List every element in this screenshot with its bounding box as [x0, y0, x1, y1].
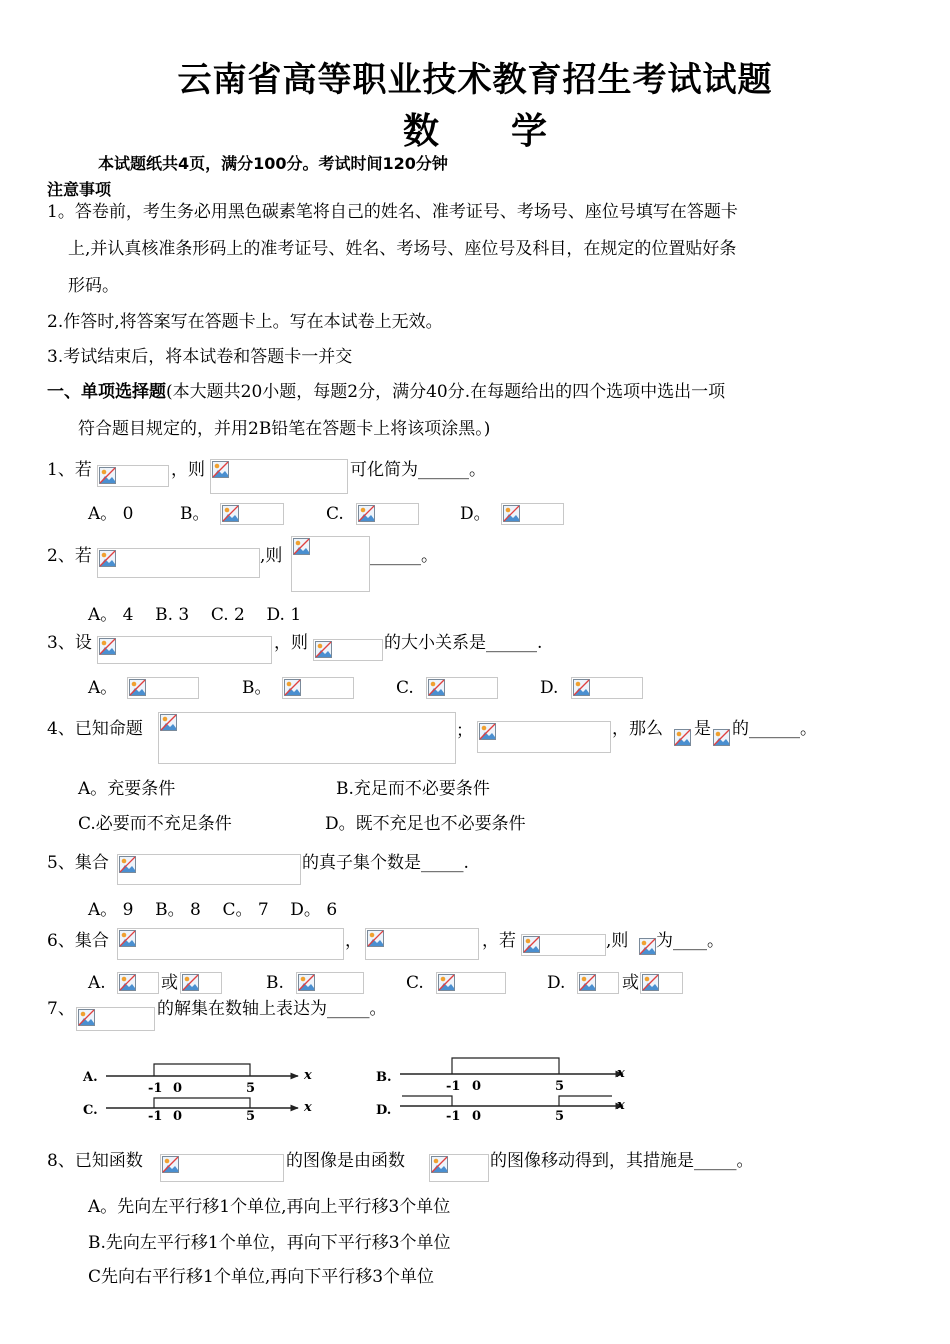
svg-text:-1: -1 [148, 1109, 163, 1122]
q5-options: A。 9 B。 8 C。 7 D。 6 [88, 900, 338, 920]
svg-text:-1: -1 [148, 1081, 163, 1096]
q6-option-a: A. [88, 973, 106, 993]
svg-text:-1: -1 [446, 1079, 461, 1094]
q3-prefix: 3、设 [47, 633, 92, 653]
q1-mid: ，则 [171, 460, 205, 480]
svg-text:x: x [617, 1098, 625, 1113]
svg-text:x: x [304, 1100, 312, 1115]
formula-image [356, 503, 419, 525]
formula-image [571, 677, 643, 699]
q6-ze: ,则 [606, 931, 629, 951]
broken-image-icon [428, 679, 445, 696]
number-line-b [376, 1058, 625, 1094]
formula-image [76, 1007, 155, 1031]
q3-option-b: B。 [242, 678, 272, 698]
broken-image-icon [431, 1156, 448, 1173]
q6-or-2: 或 [622, 973, 639, 993]
broken-image-icon [713, 729, 730, 746]
broken-image-icon [160, 714, 177, 731]
q6-option-b: B. [266, 973, 284, 993]
formula-image [180, 972, 222, 994]
q2-tail: ______。 [370, 546, 438, 566]
formula-image [365, 928, 479, 960]
q8-mid: 的图像是由函数 [286, 1151, 405, 1171]
broken-image-icon [129, 679, 146, 696]
q6-tail: 为____。 [656, 931, 724, 951]
broken-image-icon [438, 974, 455, 991]
q1-option-a: A。 0 [88, 504, 134, 524]
notice-item-1-line-2: 上,并认真核准条形码上的准考证号、姓名、考场号、座位号及科目，在规定的位置贴好条 [68, 239, 737, 259]
formula-image [210, 459, 348, 494]
formula-image [429, 1154, 489, 1182]
notice-item-3: 3.考试结束后，将本试卷和答题卡一并交 [47, 347, 353, 367]
formula-image [117, 972, 159, 994]
formula-image [220, 503, 284, 525]
number-line-figures [80, 1052, 640, 1122]
q8-option-a: A。先向左平行移1个单位,再向上平行移3个单位 [88, 1197, 451, 1217]
number-line-d [376, 1096, 625, 1122]
svg-text:5: 5 [246, 1109, 256, 1122]
formula-image [313, 639, 383, 661]
q6-option-c: C. [406, 973, 424, 993]
q5-tail: 的真子集个数是_____. [302, 853, 469, 873]
formula-image [97, 465, 169, 487]
formula-image [577, 972, 619, 994]
section-1-header [47, 381, 725, 403]
number-line-label-c: C. [83, 1103, 98, 1118]
q3-option-c: C. [396, 678, 414, 698]
q4-mid: ，那么 [612, 719, 663, 739]
broken-image-icon [78, 1009, 95, 1026]
q6-comma: ， [345, 931, 362, 951]
q3-option-d: D. [540, 678, 559, 698]
q4-prefix: 4、已知命题 [47, 719, 143, 739]
formula-image [426, 677, 498, 699]
section-1-desc: (本大题共20小题，每题2分，满分40分.在每题给出的四个选项中选出一项 [166, 382, 726, 402]
broken-image-icon [479, 723, 496, 740]
formula-image [97, 548, 260, 578]
exam-title: 云南省高等职业技术教育招生考试试题 [177, 60, 773, 100]
svg-text:x: x [304, 1068, 312, 1083]
q8-tail: 的图像移动得到，其措施是_____。 [490, 1151, 754, 1171]
formula-image [97, 636, 272, 664]
q8-option-c: C先向右平行移1个单位,再向下平行移3个单位 [88, 1267, 435, 1287]
q4-shi: 是 [694, 719, 711, 739]
q1-option-d: D。 [460, 504, 491, 524]
q6-prefix: 6、集合 [47, 931, 109, 951]
broken-image-icon [293, 538, 310, 555]
broken-image-icon [573, 679, 590, 696]
broken-image-icon [315, 641, 332, 658]
broken-image-icon [674, 729, 691, 746]
q4-tail: 的______。 [732, 719, 817, 739]
q8-prefix: 8、已知函数 [47, 1151, 143, 1171]
svg-text:5: 5 [555, 1079, 565, 1094]
q4-option-c: C.必要而不充足条件 [78, 814, 232, 834]
q3-tail: 的大小关系是______. [384, 633, 543, 653]
q6-ruo: ，若 [482, 931, 516, 951]
q1-option-b: B。 [180, 504, 210, 524]
q3-mid: ，则 [274, 633, 308, 653]
broken-image-icon [358, 505, 375, 522]
broken-image-icon [182, 974, 199, 991]
svg-text:0: 0 [472, 1079, 482, 1094]
svg-text:0: 0 [173, 1081, 183, 1096]
q1-option-c: C. [326, 504, 344, 524]
broken-image-icon [284, 679, 301, 696]
formula-image [638, 937, 656, 955]
q8-option-b: B.先向左平行移1个单位，再向下平行移3个单位 [88, 1233, 451, 1253]
broken-image-icon [298, 974, 315, 991]
formula-image [160, 1154, 284, 1182]
q4-semicolon: ； [456, 721, 473, 741]
q4-option-d: D。既不充足也不必要条件 [325, 814, 526, 834]
broken-image-icon [639, 938, 656, 955]
svg-text:0: 0 [472, 1109, 482, 1122]
q2-mid: ,则 [260, 546, 283, 566]
svg-text:0: 0 [173, 1109, 183, 1122]
formula-image [117, 928, 344, 960]
number-line-a [82, 1064, 312, 1096]
formula-image [117, 854, 301, 885]
broken-image-icon [99, 638, 116, 655]
subject-title: 数 学 [402, 111, 547, 152]
q7-prefix: 7、 [47, 999, 75, 1019]
number-line-c [83, 1098, 312, 1122]
broken-image-icon [99, 550, 116, 567]
formula-image [158, 712, 456, 764]
svg-text:5: 5 [246, 1081, 256, 1096]
svg-text:-1: -1 [446, 1109, 461, 1122]
broken-image-icon [212, 461, 229, 478]
notice-item-2: 2.作答时,将答案写在答题卡上。写在本试卷上无效。 [47, 312, 443, 332]
broken-image-icon [523, 936, 540, 953]
number-line-label-b: B. [376, 1070, 392, 1085]
q2-options: A。 4 B. 3 C. 2 D. 1 [88, 605, 302, 625]
svg-text:x: x [617, 1066, 625, 1081]
broken-image-icon [367, 930, 384, 947]
q7-tail: 的解集在数轴上表达为_____。 [157, 999, 387, 1019]
q5-prefix: 5、集合 [47, 853, 109, 873]
q2-prefix: 2、若 [47, 546, 92, 566]
q3-option-a: A。 [88, 678, 118, 698]
section-1-desc-line-2: 符合题目规定的，并用2B铅笔在答题卡上将该项涂黑。) [78, 419, 491, 439]
formula-image [296, 972, 364, 994]
broken-image-icon [579, 974, 596, 991]
notice-heading: 注意事项 [47, 180, 112, 199]
section-1-heading: 一、单项选择题 [47, 382, 166, 402]
number-line-label-a: A. [83, 1070, 98, 1085]
broken-image-icon [222, 505, 239, 522]
q4-option-b: B.充足而不必要条件 [336, 779, 490, 799]
broken-image-icon [99, 467, 116, 484]
q4-option-a: A。充要条件 [78, 779, 176, 799]
notice-item-1-line-3: 形码。 [68, 276, 119, 296]
q6-or-1: 或 [161, 973, 178, 993]
broken-image-icon [503, 505, 520, 522]
formula-image [477, 721, 611, 753]
formula-image [291, 536, 370, 592]
exam-info: 本试题纸共4页，满分100分。考试时间120分钟 [98, 154, 448, 173]
q6-option-d: D. [547, 973, 566, 993]
q1-tail: 可化简为______。 [350, 460, 486, 480]
formula-image [501, 503, 564, 525]
formula-image [436, 972, 506, 994]
formula-image [521, 934, 606, 956]
broken-image-icon [162, 1156, 179, 1173]
formula-image [640, 972, 683, 994]
number-line-label-d: D. [376, 1103, 392, 1118]
formula-image [282, 677, 354, 699]
notice-item-1-line-1: 1。答卷前，考生务必用黑色碳素笔将自己的姓名、准考证号、考场号、座位号填写在答题卡 [47, 202, 738, 222]
svg-text:5: 5 [555, 1109, 565, 1122]
q1-prefix: 1、若 [47, 460, 92, 480]
broken-image-icon [119, 974, 136, 991]
formula-image [712, 728, 732, 748]
formula-image [127, 677, 199, 699]
broken-image-icon [119, 856, 136, 873]
broken-image-icon [642, 974, 659, 991]
formula-image [673, 728, 693, 748]
broken-image-icon [119, 930, 136, 947]
